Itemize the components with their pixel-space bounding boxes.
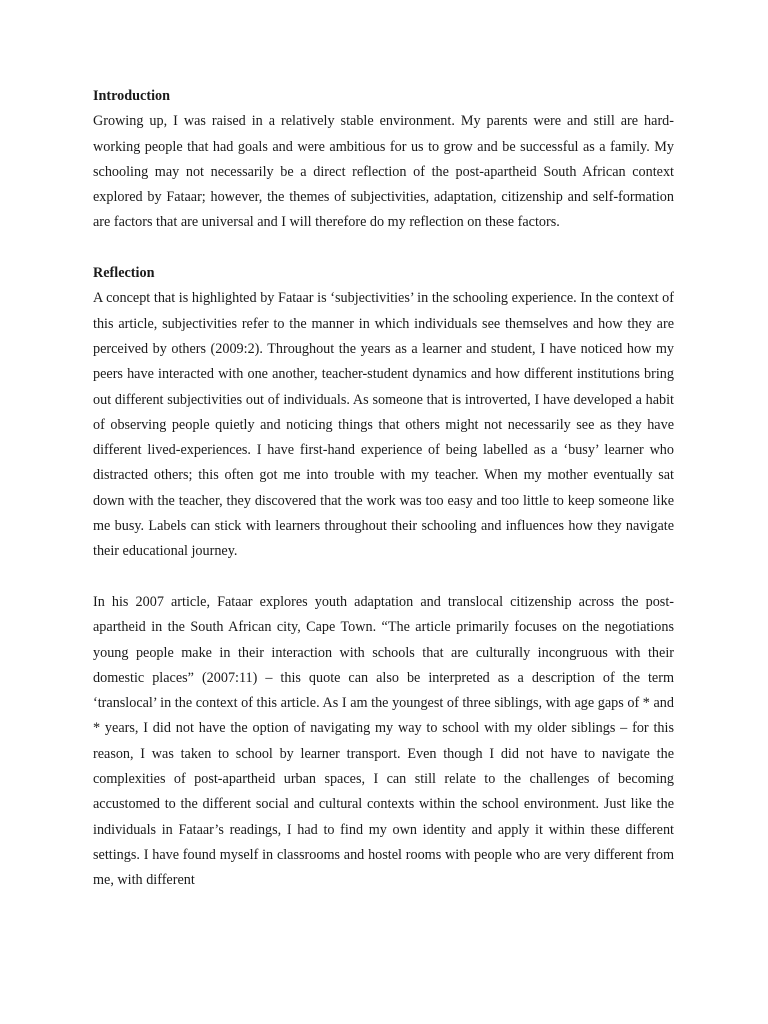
- reflection-paragraph-2: In his 2007 article, Fataar explores youth adaptation and translocal citizenship across the post-apartheid in the South African city, Cape Town. “The article primarily focuses on the negotiations young people make in their interaction with schools that are culturally incongruous with their domestic places” (2007:11) – this quote can also be interpreted as a description of the term ‘translocal’ in the context of this article. As I am the youngest of three siblings, with age gaps of * and * years, I did not have the option of navigating my way to school with my older siblings – for this reason, I was taken to school by learner transport. Even though I did not have to navigate the complexities of post-apartheid urban spaces, I can still relate to the challenges of becoming accustomed to the different social and cultural contexts within the school environment. Just like the individuals in Fataar’s readings, I had to find my own identity and apply it within these different settings. I have found myself in classrooms and hostel rooms with people who are very different from me, with different: [93, 593, 674, 889]
- introduction-paragraph: Growing up, I was raised in a relatively stable environment. My parents were and still are hard-working people that had goals and were ambitious for us to grow and be successful as a family. My schooling may not necessarily be a direct reflection of the post-apartheid South African context explored by Fataar; however, the themes of subjectivities, adaptation, citizenship and self-formation are factors that are universal and I will therefore do my reflection on these factors.: [93, 113, 674, 231]
- document-page: [93, 84, 674, 894]
- section-reflection: [93, 261, 674, 893]
- paragraph-spacer: [93, 565, 674, 590]
- section-heading-introduction: Introduction: [93, 88, 170, 104]
- section-spacer: [93, 236, 674, 261]
- reflection-paragraph-1: A concept that is highlighted by Fataar is ‘subjectivities’ in the schooling experience. In the context of this article, subjectivities refer to the manner in which individuals see themselves and how they are perceived by others (2009:2). Throughout the years as a learner and student, I have noticed how my peers have interacted with one another, teacher-student dynamics and how different institutions bring out different subjectivities out of individuals. As someone that is introverted, I have developed a habit of observing people quietly and noticing things that others might not necessarily see as they have different lived-experiences. I have first-hand experience of being labelled as a ‘busy’ learner who distracted others; this often got me into trouble with my teacher. When my mother eventually sat down with the teacher, they discovered that the work was too easy and too little to keep someone like me busy. Labels can stick with learners throughout their schooling and influences how they navigate their educational journey.: [93, 290, 674, 560]
- section-heading-reflection: Reflection: [93, 265, 155, 282]
- section-introduction: [93, 84, 674, 236]
